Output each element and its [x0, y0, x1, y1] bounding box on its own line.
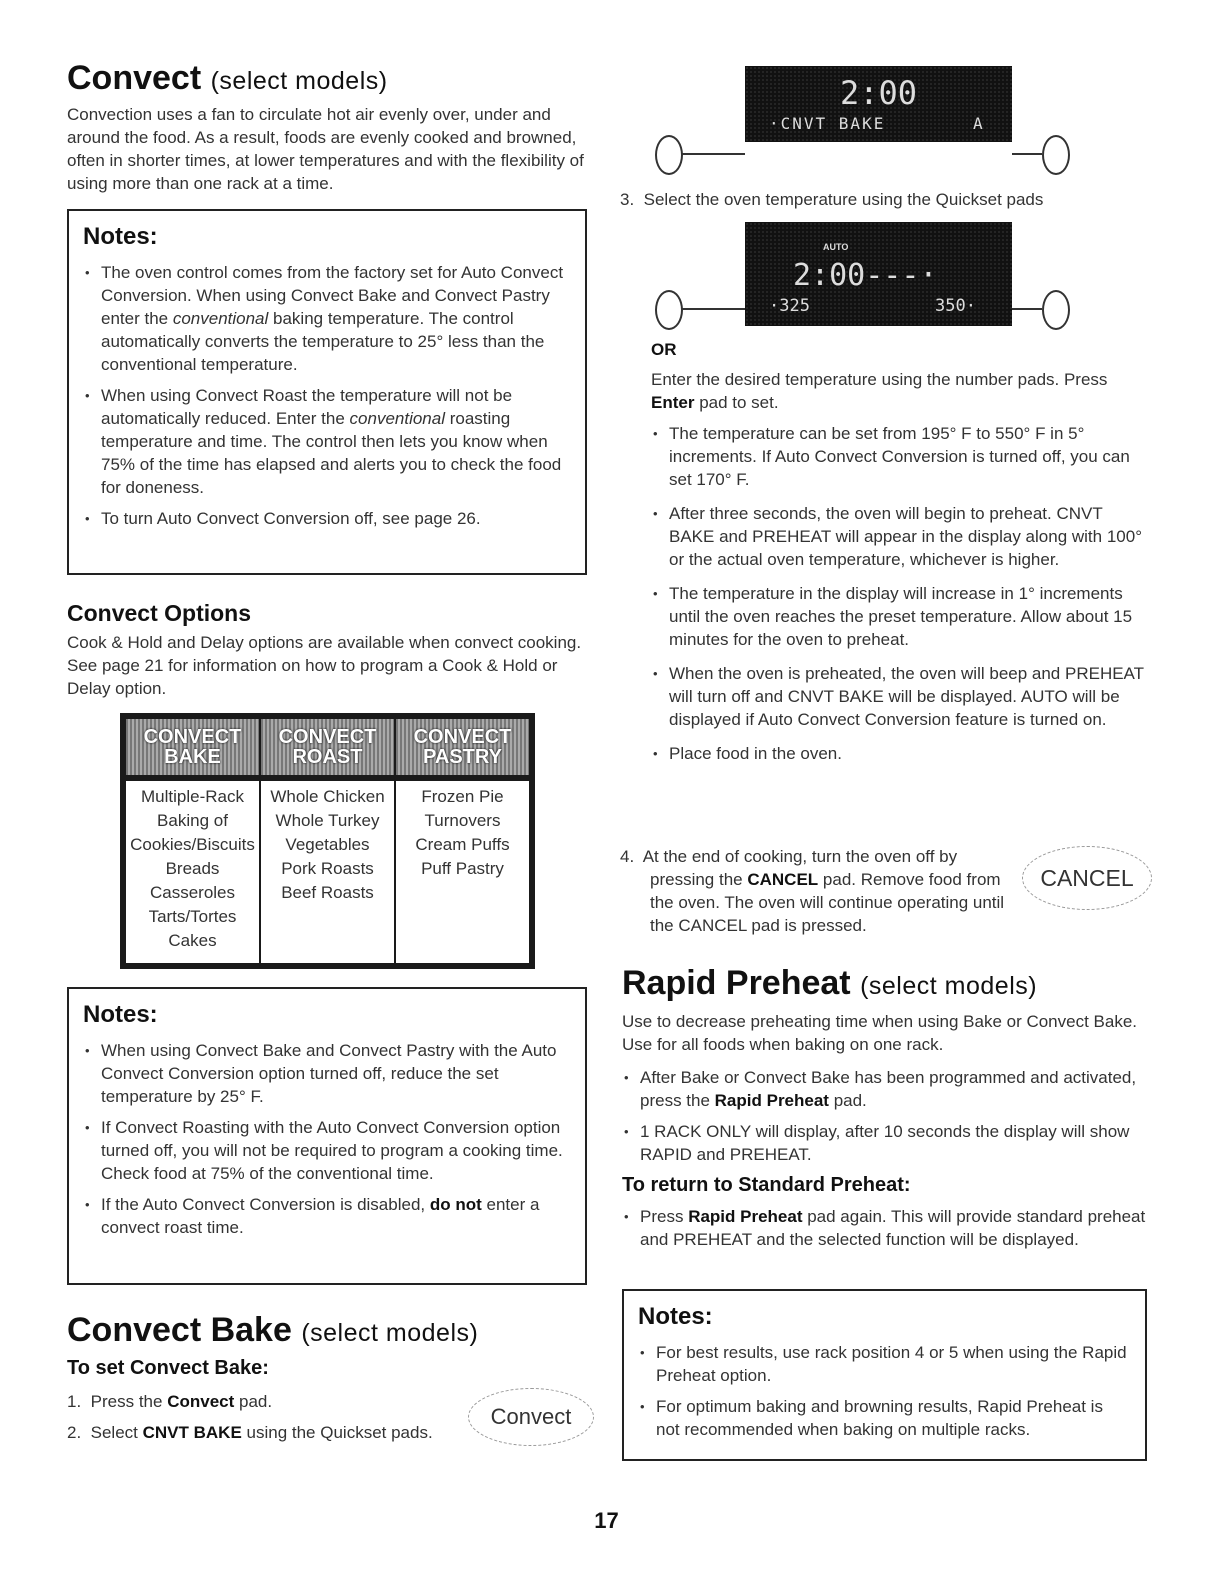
bullet-item: • After three seconds, the oven will begin to preheat. CNVT BAKE and PREHEAT will appear in the display along with 100° or the actual oven temperature, whichever is higher.: [651, 502, 1151, 571]
convect-bake-subheading: To set Convect Bake:: [67, 1357, 269, 1380]
notes-box-3: [622, 1289, 1147, 1461]
convect-section: [67, 60, 587, 195]
table-column-roast: [261, 781, 396, 963]
cancel-pad-button[interactable]: CANCEL: [1022, 846, 1152, 910]
oven-display-2: [745, 222, 1012, 326]
table-cell: Casseroles: [149, 883, 236, 902]
note-item: • If the Auto Convect Conversion is disabled, do not enter a convect roast time.: [83, 1193, 567, 1239]
table-header-bake: CONVECT BAKE: [126, 719, 261, 775]
table-cell: Cakes: [168, 931, 217, 950]
note-item: • To turn Auto Convect Conversion off, see page 26.: [83, 507, 567, 530]
page-number: 17: [594, 1508, 619, 1533]
table-cell: Cream Puffs: [415, 835, 510, 854]
rapid-preheat-title: Rapid Preheat (select models): [622, 964, 1038, 1002]
display-connector: [681, 308, 745, 310]
note-item: • If Convect Roasting with the Auto Convect Conversion option turned off, you will not be required to program a cooking time. Check food at 75% of the conventional time.: [83, 1116, 567, 1185]
note-item: • For best results, use rack position 4 or 5 when using the Rapid Preheat option.: [638, 1341, 1127, 1387]
bullet-item: • The temperature in the display will increase in 1° increments until the oven reaches the preset temperature. Allow about 15 minutes for the oven to preheat.: [651, 582, 1151, 651]
table-cell: Frozen Pie: [421, 787, 504, 806]
note-item: • When using Convect Roast the temperature will not be automatically reduced. Enter the conventional roasting temperature and time. The control then lets you know when 75% of the time has elapsed and alerts you to check the food for doneness.: [83, 384, 567, 499]
display-connector: [1012, 308, 1042, 310]
bullet-item: • After Bake or Convect Bake has been programmed and activated, press the Rapid Preheat pad.: [622, 1066, 1152, 1112]
table-header-pastry: CONVECT PASTRY: [396, 719, 529, 775]
table-cell: Baking of: [157, 811, 228, 830]
table-cell: Tarts/Tortes: [148, 907, 237, 926]
display-auto: AUTO: [823, 242, 849, 252]
table-cell: Beef Roasts: [281, 883, 374, 902]
bullet-item: • The temperature can be set from 195° F to 550° F in 5° increments. If Auto Convect Conversion is turned off, you can set 170° F.: [651, 422, 1151, 491]
table-cell: Vegetables: [285, 835, 370, 854]
or-label: OR: [651, 340, 677, 359]
table-cell: Multiple-Rack: [141, 787, 244, 806]
convect-options-section: [67, 600, 587, 700]
oven-display-1: [745, 66, 1012, 142]
temperature-section: [651, 340, 1151, 776]
convect-intro: Convection uses a fan to circulate hot air evenly over, under and around the food. As a result, foods are evenly cooked and browned, often in shorter times, at lower temperatures and with the flexibility of using more than one rack at a time.: [67, 105, 584, 194]
display-indicator: A: [973, 114, 983, 133]
bullet-item: • 1 RACK ONLY will display, after 10 seconds the display will show RAPID and PREHEAT.: [622, 1120, 1152, 1166]
notes-heading: Notes:: [638, 1303, 713, 1330]
table-cell: Puff Pastry: [421, 859, 504, 878]
step-2: 2. Select CNVT BAKE using the Quickset pads.: [67, 1423, 433, 1443]
notes-heading: Notes:: [83, 1001, 158, 1028]
table-cell: Turnovers: [424, 811, 501, 830]
step-1: 1. Press the Convect pad.: [67, 1392, 273, 1412]
table-column-pastry: [396, 781, 529, 963]
bullet-item: • When the oven is preheated, the oven will beep and PREHEAT will turn off and CNVT BAKE will be displayed. AUTO will be displayed if Auto Convect Conversion feature is turned on.: [651, 662, 1151, 731]
standard-preheat-heading: To return to Standard Preheat:: [622, 1174, 911, 1197]
convect-bake-title: Convect Bake (select models): [67, 1311, 479, 1349]
note-item: • For optimum baking and browning results, Rapid Preheat is not recommended when baking on multiple racks.: [638, 1395, 1127, 1441]
bullet-item: • Press Rapid Preheat pad again. This will provide standard preheat and PREHEAT and the selected function will be displayed.: [622, 1205, 1152, 1251]
table-cell: Breads: [165, 859, 220, 878]
display-time: 2:00---·: [793, 258, 938, 293]
rapid-preheat-section: [622, 965, 1152, 1259]
convect-options-heading: Convect Options: [67, 600, 252, 626]
table-header-roast: CONVECT ROAST: [261, 719, 396, 775]
table-cell: Whole Chicken: [270, 787, 385, 806]
display-connector: [681, 153, 745, 155]
enter-instructions: Enter the desired temperature using the number pads. Press Enter pad to set.: [651, 370, 1108, 412]
convect-options-text: Cook & Hold and Delay options are available when convect cooking. See page 21 for information on how to program a Cook & Hold or Delay option.: [67, 633, 582, 698]
step-3: 3. Select the oven temperature using the Quickset pads: [620, 190, 1044, 209]
knob-right-icon: [1042, 135, 1070, 175]
display-mode: ·CNVT BAKE: [769, 114, 886, 133]
note-item: • When using Convect Bake and Convect Pastry with the Auto Convect Conversion option turned off, reduce the set temperature by 25° F.: [83, 1039, 567, 1108]
convect-pad-button[interactable]: Convect: [468, 1388, 594, 1446]
knob-left-icon: [655, 135, 683, 175]
table-cell: Pork Roasts: [281, 859, 374, 878]
step-4: 4. At the end of cooking, turn the oven off by pressing the CANCEL pad. Remove food from the oven. The oven will continue operating until the CANCEL pad is pressed.: [620, 847, 1005, 935]
display-connector: [1012, 153, 1042, 155]
display-temp-right: 350·: [935, 296, 976, 316]
display-time: 2:00: [839, 74, 918, 112]
convect-title: Convect (select models): [67, 59, 388, 97]
notes-box-1: [67, 209, 587, 575]
notes-box-2: [67, 987, 587, 1285]
table-cell: Cookies/Biscuits: [130, 835, 255, 854]
bullet-item: • Place food in the oven.: [651, 742, 1151, 765]
table-column-bake: [126, 781, 261, 963]
rapid-preheat-intro: Use to decrease preheating time when using Bake or Convect Bake. Use for all foods when baking on one rack.: [622, 1012, 1138, 1055]
knob-right-icon: [1042, 290, 1070, 330]
convect-table: [120, 713, 535, 969]
table-cell: Whole Turkey: [275, 811, 380, 830]
knob-left-icon: [655, 290, 683, 330]
display-temp-left: ·325: [769, 296, 810, 316]
notes-heading: Notes:: [83, 223, 158, 250]
note-item: • The oven control comes from the factory set for Auto Convect Conversion. When using Convect Bake and Convect Pastry enter the conventional baking temperature. The control automatically converts the temperature to 25° less than the conventional temperature.: [83, 261, 567, 376]
